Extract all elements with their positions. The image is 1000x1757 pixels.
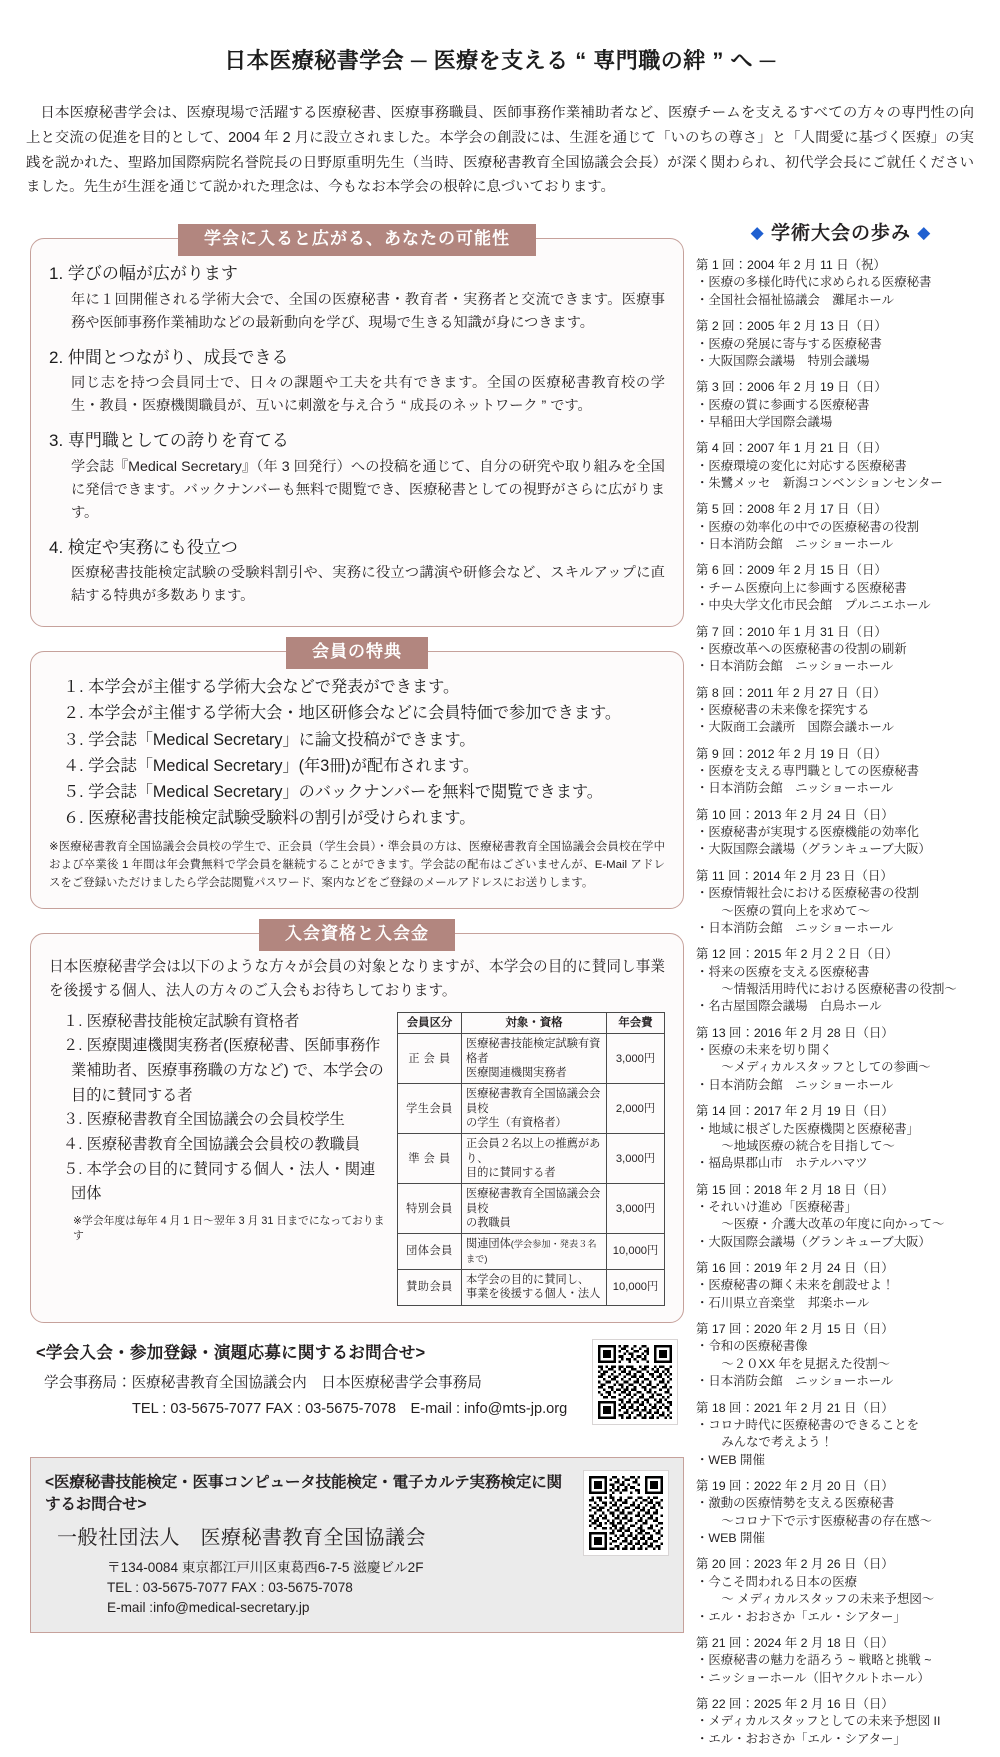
history-entry-subtitle: ～メディカルスタッフとしての参画～ bbox=[709, 1060, 931, 1075]
fee-description-cell: 医療秘書教育全国協議会会員校 の教職員 bbox=[462, 1184, 607, 1234]
history-entry-date: 第 5 回：2008 年 2 月 17 日（日） bbox=[696, 502, 887, 517]
history-entry-line: ・日本消防会館 ニッショーホール bbox=[696, 920, 894, 935]
history-entry bbox=[696, 1025, 986, 1094]
history-entry-subtitle: ～地域医療の統合を目指して～ bbox=[709, 1138, 895, 1153]
join-panel-title: 入会資格と入会金 bbox=[259, 919, 455, 951]
history-entry-date: 第 15 回：2018 年 2 月 18 日（日） bbox=[696, 1182, 894, 1197]
history-entry-line: ・医療の発展に寄与する医療秘書 bbox=[696, 336, 882, 351]
fee-table-header-cell: 対象・資格 bbox=[462, 1012, 607, 1034]
history-entry bbox=[696, 946, 986, 1015]
history-entry bbox=[696, 1556, 986, 1625]
benefit-heading: 4. 検定や実務にも役立つ bbox=[49, 537, 238, 557]
benefit-item bbox=[49, 345, 665, 419]
history-entry-date: 第 13 回：2016 年 2 月 28 日（日） bbox=[696, 1025, 894, 1040]
history-entry bbox=[696, 1400, 986, 1469]
history-entry-line: ・大阪国際会議場 特別会議場 bbox=[696, 353, 870, 368]
history-entry-line: ・WEB 開催 bbox=[696, 1452, 765, 1467]
history-entry bbox=[696, 1260, 986, 1312]
history-entry-line: ・医療秘書の輝く未来を創設せよ！ bbox=[696, 1278, 895, 1293]
history-entry-line: ・中央大学文化市民会館 プルニエホール bbox=[696, 598, 931, 613]
history-entry bbox=[696, 501, 986, 553]
history-entry bbox=[696, 562, 986, 614]
perk-item: ３. 学会誌「Medical Secretary」に論文投稿ができます。 bbox=[63, 730, 476, 749]
exam-contact-email: E-mail :info@medical-secretary.jp bbox=[107, 1599, 310, 1615]
history-entry-line: ・日本消防会館 ニッショーホール bbox=[696, 659, 894, 674]
history-entry bbox=[696, 868, 986, 937]
fee-category-cell: 準 会 員 bbox=[398, 1134, 462, 1184]
history-entry bbox=[696, 746, 986, 798]
society-contact-office: 学会事務局：医療秘書教育全国協議会内 日本医療秘書学会事務局 bbox=[44, 1374, 482, 1391]
fee-category-cell: 学生会員 bbox=[398, 1084, 462, 1134]
two-column-body bbox=[0, 214, 1000, 1757]
exam-contact-telfax: TEL : 03-5675-7077 FAX : 03-5675-7078 bbox=[107, 1579, 353, 1595]
history-entry-line: ・ニッショーホール（旧ヤクルトホール） bbox=[696, 1670, 930, 1685]
history-entry-line: ・医療環境の変化に対応する医療秘書 bbox=[696, 458, 907, 473]
history-entry-subtitle: ～医療・介護大改革の年度に向かって～ bbox=[709, 1217, 945, 1232]
qualification-item: １. 医療秘書技能検定試験有資格者 bbox=[63, 1012, 300, 1030]
benefit-description: 同じ志を持つ会員同士で、日々の課題や工夫を共有できます。全国の医療秘書教育校の学生・教員・医療機関職員が、互いに刺激を与え合う “ 成長のネットワーク ” です。 bbox=[71, 375, 665, 415]
diamond-left-icon: ◆ bbox=[750, 223, 765, 243]
history-entry bbox=[696, 1182, 986, 1251]
perk-item: ４. 学会誌「Medical Secretary」(年3冊)が配布されます。 bbox=[63, 756, 480, 775]
history-entry-line: ・エル・おおさか「エル・シアター」 bbox=[696, 1731, 906, 1746]
history-entry-line: ・日本消防会館 ニッショーホール bbox=[696, 537, 894, 552]
history-entry-line: ・WEB 開催 bbox=[696, 1531, 765, 1546]
benefit-heading: 1. 学びの幅が広がります bbox=[49, 264, 238, 284]
history-entry-line: ・大阪国際会議場（グランキューブ大阪） bbox=[696, 842, 931, 857]
history-entry-date: 第 10 回：2013 年 2 月 24 日（日） bbox=[696, 807, 894, 822]
history-entry-line: ・今こそ問われる日本の医療 bbox=[696, 1574, 858, 1589]
history-entry-line: ・医療情報社会における医療秘書の役割 bbox=[696, 886, 920, 901]
history-entry bbox=[696, 1635, 986, 1687]
perks-list bbox=[49, 674, 665, 831]
benefits-list bbox=[49, 261, 665, 608]
history-entry-subtitle: ～医療の質向上を求めて～ bbox=[709, 903, 871, 918]
join-footnote: ※学会年度は毎年 4 月 1 日～翌年 3 月 31 日までになっております bbox=[73, 1214, 385, 1242]
history-entry bbox=[696, 257, 986, 309]
fee-table-body bbox=[398, 1034, 665, 1305]
fee-amount-cell: 10,000円 bbox=[607, 1269, 665, 1305]
history-entry-date: 第 22 回：2025 年 2 月 16 日（日） bbox=[696, 1696, 894, 1711]
fee-category-cell: 団体会員 bbox=[398, 1234, 462, 1270]
history-entry-line: ・医療の質に参画する医療秘書 bbox=[696, 397, 870, 412]
fee-amount-cell: 3,000円 bbox=[607, 1184, 665, 1234]
fee-amount-cell: 10,000円 bbox=[607, 1234, 665, 1270]
history-entry-date: 第 20 回：2023 年 2 月 26 日（日） bbox=[696, 1557, 894, 1572]
history-entry-date: 第 19 回：2022 年 2 月 20 日（日） bbox=[696, 1478, 894, 1493]
history-entry-line: ・医療の効率化の中での医療秘書の役割 bbox=[696, 519, 920, 534]
history-entry bbox=[696, 1478, 986, 1547]
history-entry-date: 第 16 回：2019 年 2 月 24 日（日） bbox=[696, 1261, 894, 1276]
history-entry bbox=[696, 440, 986, 492]
history-entry bbox=[696, 1321, 986, 1390]
fee-description-cell: 関連団体(学会参加・発表３名まで) bbox=[462, 1234, 607, 1270]
perks-panel-title: 会員の特典 bbox=[286, 637, 428, 669]
join-lead-text: 日本医療秘書学会は以下のような方々が会員の対象となりますが、本学会の目的に賛同し事業を後援する個人、法人の方々のご入会もお待ちしております。 bbox=[49, 959, 665, 1000]
history-entry-line: ・石川県立音楽堂 邦楽ホール bbox=[696, 1295, 870, 1310]
history-list bbox=[696, 257, 986, 1748]
fee-description-cell: 医療秘書教育全国協議会会員校 の学生（有資格者） bbox=[462, 1084, 607, 1134]
history-entry-date: 第 11 回：2014 年 2 月 23 日（日） bbox=[696, 868, 893, 883]
history-entry-line: ・福島県郡山市 ホテルハマツ bbox=[696, 1156, 868, 1171]
history-entry-line: ・エル・おおさか「エル・シアター」 bbox=[696, 1609, 906, 1624]
fee-table-row bbox=[398, 1184, 665, 1234]
benefit-description: 学会誌『Medical Secretary』（年 3 回発行）への投稿を通じて、自分の研究や取り組みを全国に発信できます。バックナンバーも無料で閲覧でき、医療秘書としての視野がさらに広がります。 bbox=[71, 458, 665, 521]
history-entry-date: 第 1 回：2004 年 2 月 11 日（祝） bbox=[696, 258, 886, 273]
history-entry-line: ・医療改革への医療秘書の役割の刷新 bbox=[696, 641, 907, 656]
history-entry-line: ・大阪商工会議所 国際会議ホール bbox=[696, 720, 895, 735]
history-entry-subtitle: ～情報活用時代における医療秘書の役割～ bbox=[709, 982, 957, 996]
history-entry-date: 第 9 回：2012 年 2 月 19 日（日） bbox=[696, 746, 887, 761]
history-title bbox=[696, 218, 986, 245]
perk-item: ６. 医療秘書技能検定試験受験料の割引が受けられます。 bbox=[63, 809, 476, 828]
history-entry bbox=[696, 685, 986, 737]
benefit-item bbox=[49, 428, 665, 525]
history-entry-date: 第 2 回：2005 年 2 月 13 日（日） bbox=[696, 319, 887, 334]
history-entry bbox=[696, 1696, 986, 1748]
history-entry-date: 第 4 回：2007 年 1 月 21 日（日） bbox=[696, 441, 887, 456]
benefit-item bbox=[49, 535, 665, 609]
fee-table-row bbox=[398, 1034, 665, 1084]
exam-contact-title: <医療秘書技能検定・医事コンピュータ技能検定・電子カルテ実務検定に関するお問合せ> bbox=[45, 1473, 562, 1513]
fee-description-cell: 本学会の目的に賛同し、 事業を後援する個人・法人 bbox=[462, 1269, 607, 1305]
fee-description-cell: 医療秘書技能検定試験有資格者 医療関連機関実務者 bbox=[462, 1034, 607, 1084]
history-entry-line: ・チーム医療向上に参画する医療秘書 bbox=[696, 580, 907, 595]
fee-table-row bbox=[398, 1269, 665, 1305]
benefit-description: 医療秘書技能検定試験の受験料割引や、実務に役立つ講演や研修会など、スキルアップに直結する特典が多数あります。 bbox=[71, 565, 665, 605]
exam-contact-address: 〒134-0084 東京都江戸川区東葛西6-7-5 滋慶ビル2F bbox=[107, 1559, 424, 1575]
perks-note: ※医療秘書教育全国協議会会員校の学生で、正会員（学生会員）・準会員の方は、医療秘書教育全国協議会会員校在学中および卒業後 1 年間は年会費無料で学会員を継続することができます。学会誌の配布はございませんが、E-Mail アドレスをご登録いただけましたら学会誌閲覧パスワード、案内などをご登録のメールアドレスにお送りします。 bbox=[49, 841, 665, 889]
fee-description-cell: 正会員２名以上の推薦があり、 目的に賛同する者 bbox=[462, 1134, 607, 1184]
history-entry-date: 第 7 回：2010 年 1 月 31 日（日） bbox=[696, 624, 887, 639]
qualification-item: ３. 医療秘書教育全国協議会の会員校学生 bbox=[63, 1111, 345, 1129]
history-entry-date: 第 14 回：2017 年 2 月 19 日（日） bbox=[696, 1104, 894, 1119]
history-entry-date: 第 8 回：2011 年 2 月 27 日（日） bbox=[696, 685, 886, 700]
history-entry-date: 第 3 回：2006 年 2 月 19 日（日） bbox=[696, 380, 887, 395]
history-entry-line: ・医療の未来を切り開く bbox=[696, 1043, 833, 1058]
page-title: 日本医療秘書学会 ─ 医療を支える “ 専門職の絆 ” へ ─ bbox=[224, 48, 776, 73]
fee-table-row bbox=[398, 1234, 665, 1270]
benefit-item bbox=[49, 261, 665, 335]
history-entry-line: ・医療秘書の魅力を語ろう ~ 戦略と挑戦 ~ bbox=[696, 1653, 932, 1668]
history-entry bbox=[696, 807, 986, 859]
history-entry-date: 第 12 回：2015 年 2 月２２日（日） bbox=[696, 947, 898, 962]
history-entry-date: 第 21 回：2024 年 2 月 18 日（日） bbox=[696, 1635, 894, 1650]
society-contact-title: <学会入会・参加登録・演題応募に関するお問合せ> bbox=[36, 1343, 426, 1362]
fee-table-row bbox=[398, 1084, 665, 1134]
fee-category-cell: 賛助会員 bbox=[398, 1269, 462, 1305]
history-entry-line: ・将来の医療を支える医療秘書 bbox=[696, 964, 870, 979]
benefit-heading: 2. 仲間とつながり、成長できる bbox=[49, 347, 289, 367]
fee-category-cell: 正 会 員 bbox=[398, 1034, 462, 1084]
history-entry-subtitle: ～コロナ下で示す医療秘書の存在感～ bbox=[709, 1513, 933, 1528]
join-qualification-list bbox=[49, 1010, 389, 1207]
history-entry-date: 第 18 回：2021 年 2 月 21 日（日） bbox=[696, 1400, 894, 1415]
fee-amount-cell: 3,000円 bbox=[607, 1134, 665, 1184]
history-entry-date: 第 6 回：2009 年 2 月 15 日（日） bbox=[696, 563, 887, 578]
right-column bbox=[692, 214, 1000, 1757]
qualification-item: ５. 本学会の目的に賛同する個人・法人・関連団体 bbox=[63, 1160, 376, 1203]
perk-item: ５. 学会誌「Medical Secretary」のバックナンバーを無料で閲覧できます。 bbox=[63, 783, 603, 801]
qr-code-exam[interactable] bbox=[583, 1470, 669, 1556]
history-entry-line: ・令和の医療秘書像 bbox=[696, 1339, 808, 1354]
exam-contact-org: 一般社団法人 医療秘書教育全国協議会 bbox=[57, 1526, 426, 1549]
history-entry-subtitle: みんなで考えよう！ bbox=[709, 1435, 833, 1450]
perk-item: １. 本学会が主催する学術大会などで発表ができます。 bbox=[63, 678, 460, 697]
intro-paragraph: 日本医療秘書学会は、医療現場で活躍する医療秘書、医療事務職員、医師事務作業補助者など、医療チームを支えるすべての方々の専門性の向上と交流の促進を目的として、2004 年 2 月に設立されました。本学会の創設には、生涯を通じて「いのちの尊さ」と「人間愛に基づく医療」の実践を説かれた、聖路加国際病院名誉院長の日野原重明先生（当時、医療秘書教育全国協議会会長）が深く関わられ、初代学会長にご就任くださいました。先生が生涯を通じて説かれた理念は、今もなお本学会の根幹に息づいております。 bbox=[26, 105, 974, 196]
benefit-description: 年に１回開催される学術大会で、全国の医療秘書・教育者・実務者と交流できます。医療事務や医師事務作業補助などの最新動向を学び、現場で生きる知識が身につきます。 bbox=[71, 291, 665, 331]
fee-amount-cell: 3,000円 bbox=[607, 1034, 665, 1084]
society-contact-telfax: TEL : 03-5675-7077 FAX : 03-5675-7078 E-mail : info@mts-jp.org bbox=[132, 1400, 568, 1417]
history-entry-line: ・全国社会福祉協議会 灘尾ホール bbox=[696, 292, 895, 307]
fee-table-header-cell: 会員区分 bbox=[398, 1012, 462, 1034]
history-entry-date: 第 17 回：2020 年 2 月 15 日（日） bbox=[696, 1322, 894, 1337]
history-entry-line: ・メディカルスタッフとしての未来予想図 II bbox=[696, 1714, 941, 1729]
perk-item: ２. 本学会が主催する学術大会・地区研修会などに会員特価で参加できます。 bbox=[63, 704, 622, 723]
left-column bbox=[0, 214, 692, 1633]
qualification-item: ４. 医療秘書教育全国協議会会員校の教職員 bbox=[63, 1135, 361, 1153]
benefits-panel bbox=[30, 229, 684, 627]
history-entry bbox=[696, 1103, 986, 1172]
fee-table bbox=[397, 1012, 665, 1306]
fee-table-header-row bbox=[398, 1012, 665, 1034]
benefit-heading: 3. 専門職としての誇りを育てる bbox=[49, 431, 289, 451]
fee-amount-cell: 2,000円 bbox=[607, 1084, 665, 1134]
history-entry bbox=[696, 379, 986, 431]
history-entry bbox=[696, 624, 986, 676]
history-entry-line: ・大阪国際会議場（グランキューブ大阪） bbox=[696, 1234, 931, 1249]
history-entry-subtitle: ～ メディカルスタッフの未来予想図～ bbox=[709, 1592, 935, 1607]
history-entry-line: ・医療の多様化時代に求められる医療秘書 bbox=[696, 275, 932, 290]
history-entry-line: ・日本消防会館 ニッショーホール bbox=[696, 781, 894, 796]
qualification-item: ２. 医療関連機関実務者(医療秘書、医師事務作業補助者、医療事務職の方など) で、本学会の目的に賛同する者 bbox=[63, 1037, 384, 1104]
history-entry-line: ・医療秘書が実現する医療機能の効率化 bbox=[696, 825, 920, 840]
fee-category-cell: 特別会員 bbox=[398, 1184, 462, 1234]
history-entry-line: ・地域に根ざした医療機関と医療秘書」 bbox=[696, 1121, 920, 1136]
fee-table-row bbox=[398, 1134, 665, 1184]
history-entry-line: ・医療を支える専門職としての医療秘書 bbox=[696, 764, 920, 779]
history-entry-line: ・激動の医療情勢を支える医療秘書 bbox=[696, 1496, 895, 1511]
history-entry-line: ・名古屋国際会議場 白鳥ホール bbox=[696, 999, 882, 1014]
history-entry-line: ・日本消防会館 ニッショーホール bbox=[696, 1374, 894, 1389]
fee-description-note: (学会参加・発表３名まで) bbox=[466, 1239, 597, 1264]
benefits-panel-title: 学会に入ると広がる、あなたの可能性 bbox=[178, 224, 536, 256]
fee-table-header-cell: 年会費 bbox=[607, 1012, 665, 1034]
history-entry-subtitle: ～２０XX 年を見据えた役割～ bbox=[709, 1356, 891, 1371]
history-entry-line: ・朱鷺メッセ 新潟コンベンションセンター bbox=[696, 476, 943, 491]
history-entry-line: ・早稲田大学国際会議場 bbox=[696, 414, 833, 429]
diamond-right-icon: ◆ bbox=[917, 223, 932, 243]
history-entry-line: ・日本消防会館 ニッショーホール bbox=[696, 1077, 894, 1092]
join-panel bbox=[30, 924, 684, 1322]
society-contact-block bbox=[30, 1339, 684, 1443]
history-entry-line: ・コロナ時代に医療秘書のできることを bbox=[696, 1417, 920, 1432]
history-entry-line: ・医療秘書の未来像を探究する bbox=[696, 702, 870, 717]
qr-code-society[interactable] bbox=[592, 1339, 678, 1425]
exam-contact-block bbox=[30, 1457, 684, 1633]
history-entry-line: ・それいけ進め「医療秘書」 bbox=[696, 1199, 858, 1214]
history-entry bbox=[696, 318, 986, 370]
perks-panel bbox=[30, 642, 684, 909]
history-title-text: 学術大会の歩み bbox=[770, 223, 911, 245]
